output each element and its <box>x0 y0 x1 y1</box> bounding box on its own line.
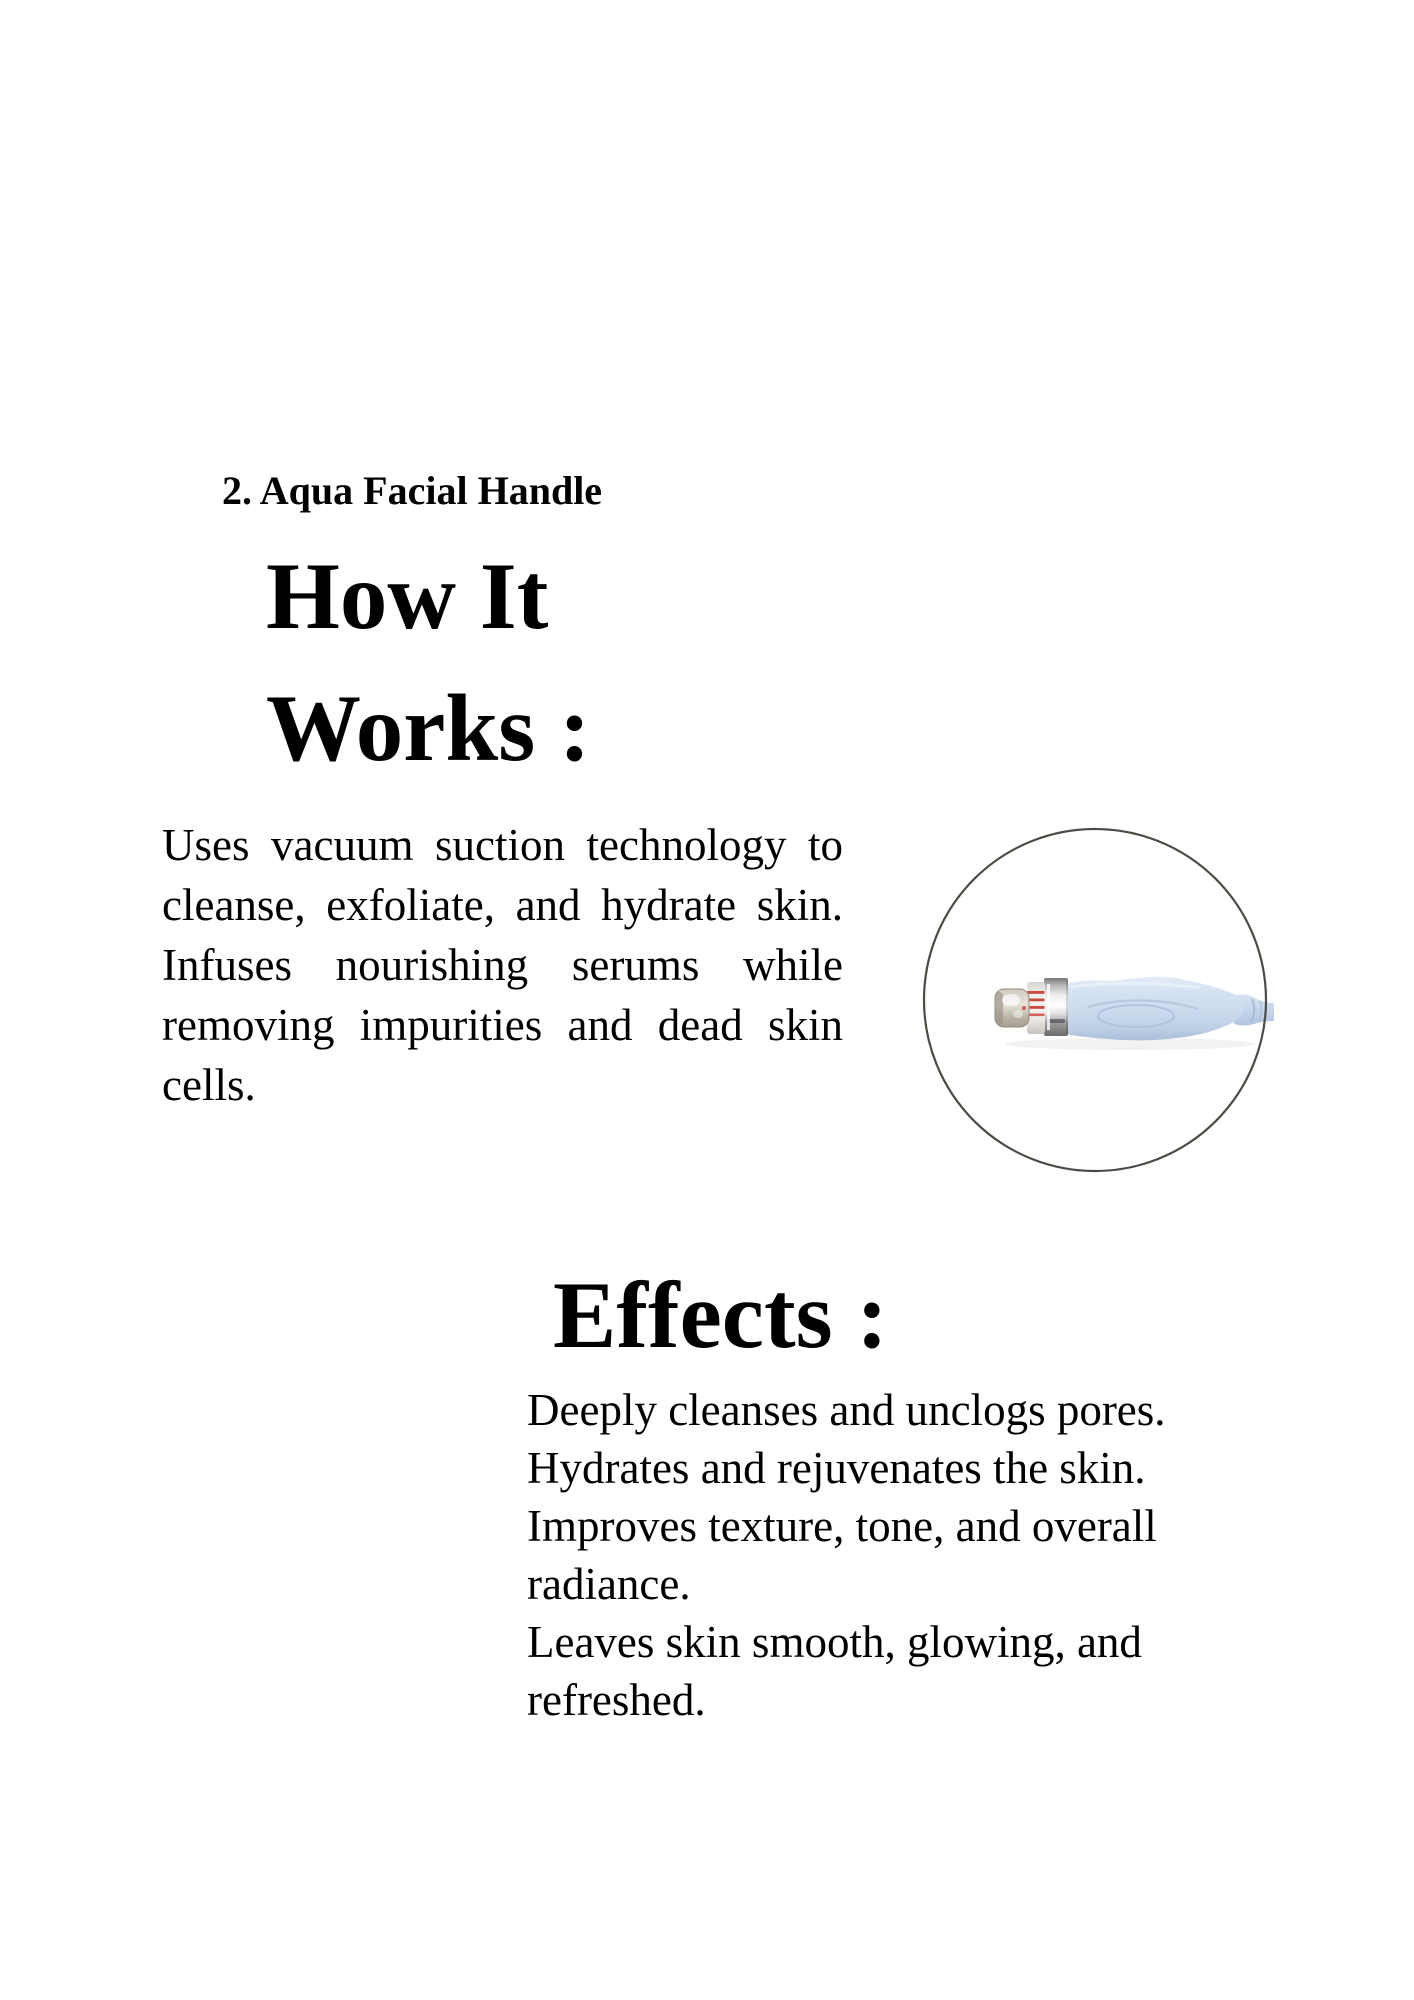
device-handle-body <box>1066 977 1244 1041</box>
description-line: cleanse, exfoliate, and hydrate skin. <box>162 880 843 930</box>
effects-line: refreshed. <box>527 1675 706 1725</box>
facial-handle-illustration <box>995 977 1274 1050</box>
description-line: Uses vacuum suction technology to <box>162 820 843 870</box>
effects-line: radiance. <box>527 1559 691 1609</box>
aqua-facial-handle-photo <box>900 800 1300 1200</box>
effects-line: Deeply cleanses and unclogs pores. <box>527 1385 1166 1435</box>
title-line-2: Works : <box>266 675 591 781</box>
description-line: Infuses nourishing serums while <box>162 940 843 990</box>
description-line: removing impurities and dead skin <box>162 1000 843 1050</box>
how-it-works-description <box>162 815 843 1115</box>
section-heading: 2. Aqua Facial Handle <box>222 468 603 513</box>
effects-line: Improves texture, tone, and overall <box>527 1501 1157 1551</box>
effects-list <box>527 1381 1227 1729</box>
description-line: cells. <box>162 1060 256 1110</box>
how-it-works-title <box>266 530 591 794</box>
effects-line: Hydrates and rejuvenates the skin. <box>527 1443 1146 1493</box>
effects-title: Effects : <box>553 1262 888 1368</box>
effects-line: Leaves skin smooth, glowing, and <box>527 1617 1142 1667</box>
title-line-1: How It <box>266 543 549 649</box>
